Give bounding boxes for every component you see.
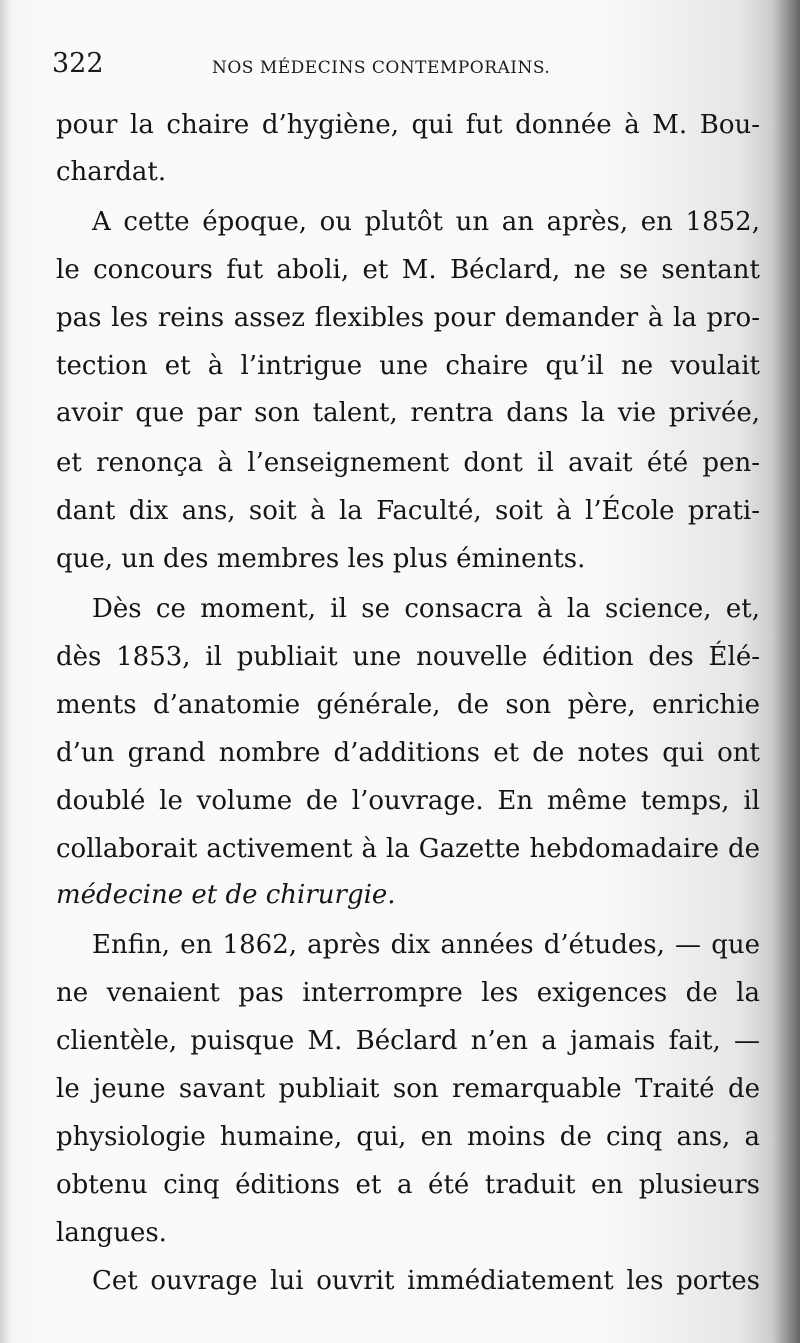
text-line: clientèle, puisque M. Béclard n’en a jamais fait, — [56,1026,760,1056]
text-line: A cette époque, ou plutôt un an après, en 1852, [92,207,760,237]
text-line: Cet ouvrage lui ouvrit immédiatement les portes [92,1266,760,1296]
text-line: doublé le volume de l’ouvrage. En même temps, il [56,786,760,816]
text-line: collaborait activement à la Gazette hebdomadaire de [56,834,760,864]
spine-shadow [772,0,800,1343]
text-line: médecine et de chirurgie. [56,880,396,910]
text-line: Enfin, en 1862, après dix années d’études, — que [92,930,760,960]
text-line: langues. [56,1218,167,1248]
text-line: ne venaient pas interrompre les exigences de la [56,978,760,1008]
text-line: Dès ce moment, il se consacra à la science, et, [92,594,760,624]
text-line: dès 1853, il publiait une nouvelle édition des Élé- [56,642,760,672]
text-line: pas les reins assez flexibles pour demander à la pro- [56,303,760,333]
text-line: que, un des membres les plus éminents. [56,544,586,574]
text-line: pour la chaire d’hygiène, qui fut donnée à M. Bou- [56,110,760,140]
text-line: le concours fut aboli, et M. Béclard, ne se sentant [56,255,760,285]
text-line: dant dix ans, soit à la Faculté, soit à l’École prati- [56,496,760,526]
text-line: le jeune savant publiait son remarquable Traité de [56,1074,760,1104]
text-line: tection et à l’intrigue une chaire qu’il ne voulait [56,351,760,381]
text-line: obtenu cinq éditions et a été traduit en plusieurs [56,1170,760,1200]
text-line: et renonça à l’enseignement dont il avait été pen- [56,448,760,478]
text-line: chardat. [56,157,167,187]
text-line: physiologie humaine, qui, en moins de cinq ans, a [56,1122,760,1152]
text-line: ments d’anatomie générale, de son père, enrichie [56,690,760,720]
text-line: d’un grand nombre d’additions et de notes qui ont [56,738,760,768]
running-title: NOS MÉDECINS CONTEMPORAINS. [212,58,551,78]
page-number: 322 [52,48,104,79]
text-line: avoir que par son talent, rentra dans la vie privée, [56,398,760,428]
page-left-edge-shading [0,0,10,1343]
page-header [52,48,712,88]
